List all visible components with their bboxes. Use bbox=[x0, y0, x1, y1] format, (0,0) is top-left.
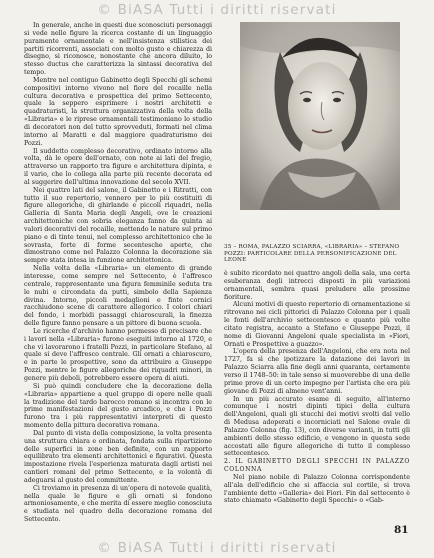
section-number: 2. bbox=[224, 458, 232, 466]
fresco-detail-image bbox=[240, 22, 400, 210]
paragraph: Nel piano nobile di Palazzo Colonna corrispondente all'ala dell'edificio che si affaccia sul cortile, si trova l'ambiente detto «Galleria» dei Fiori. Fin dal settecento è stato chiamato «Gabinetto degli Specchi» o «Gab- bbox=[224, 473, 410, 505]
paragraph: Ci troviamo in presenza di un'opera di notevole qualità, nella quale le figure e gli ornati si fondono armoniosamente, e che merita di essere meglio conosciuta e studiata nel quadro della decorazione romana del Settecento. bbox=[24, 484, 212, 524]
paragraph: Nella volta della «Libraria» un elemento di grande interesse, come sempre nel Settecento, è l'affresco centrale, rappresentante una figura femminile seduta tra le nubi e circondata da putti, simbolo della Sapienza divina. Intorno, piccoli medaglioni e finte cornici racchiudono scene di carattere allegorico. I colori chiari del fondo, i morbidi passaggi chiaroscurali, la finezza delle figure fanno pensare a un pittore di buona scuola. bbox=[24, 265, 212, 328]
figure-caption: 35 – ROMA, PALAZZO SCIARRA, «LIBRARIA» – STEFANO POZZI: PARTICOLARE DELLA PERSONIFICAZIONE DEL LEONE bbox=[224, 244, 400, 264]
left-text-column bbox=[24, 22, 212, 524]
right-text-column bbox=[224, 270, 410, 505]
watermark-bottom: © BiASA Tutti i diritti riservati bbox=[97, 540, 337, 556]
paragraph: L'opera della presenza dell'Angeloni, che era nota nel 1727, fa sì che ipotizzare la datazione dei lavori in Palazzo Sciarra alla fine degli anni quaranta, certamente verso il 1748–50: in tale senso si muoverebbe di una delle prime prove di un certo impegno per l'artista che era più giovane di Pozzi di almeno vent'anni. bbox=[224, 348, 410, 395]
paragraph: Alcuni motivi di questo repertorio di ornamentazione si ritrovano nei cicli pittorici di Palazzo Colonna per i quali le fonti dell'archivio settecentesco e quanto più volte citato registra, accanto a Stefano e Giuseppe Pozzi, il nome di Giovanni Angeloni quale specialista in «Fiori, Ornati e Prospettive a guazzo». bbox=[224, 301, 410, 348]
paragraph: è subito ricordato nei quattro angoli della sala, una certa esuberanza degli intrecci disposti in più variazioni ornamentali, sembra quasi preludere alle prossime fioriture. bbox=[224, 270, 410, 301]
paragraph: In un più accurato esame di seguito, all'interno comunque i nostri dipinti tipici della cultura dell'Angeloni, quali gli stucchi dei motivi svolti dal vello di Medusa adoperati e incorniciati nel Salone ovale di Palazzo Colonna (fig. 13), con diverse varianti, in tutti gli ambienti dello stesso edificio, e vengono in questa sede accostati alle figure allegoriche di tutto il complesso settecentesco. bbox=[224, 395, 410, 458]
paragraph: Dal punto di vista della composizione, la volta presenta una struttura chiara e ordinata, fondata sulla ripartizione delle superfici in zone ben definite, con un rapporto equilibrato tra elementi architettonici e figurativi. Questa impostazione rivela l'esperienza maturata dagli artisti nei cantieri romani del primo Settecento, e la volontà di adeguarsi al gusto del committente. bbox=[24, 429, 212, 484]
paragraph: Le ricerche d'archivio hanno permesso di precisare che i lavori nella «Libraria» furono eseguiti intorno al 1720, e che vi lavorarono i fratelli Pozzi, in particolare Stefano, al quale si deve l'affresco centrale. Gli ornati a chiaroscuro, e in parte le prospettive, sono da attribuire a Giuseppe Pozzi, mentre le figure allegoriche dei riquadri minori, in genere più deboli, potrebbero essere opera di aiuti. bbox=[24, 327, 212, 382]
section-heading bbox=[224, 458, 410, 474]
section-title: IL GABINETTO DEGLI SPECCHI IN PALAZZO COLONNA bbox=[224, 458, 410, 474]
paragraph: In generale, anche in questi due sconosciuti personaggi si vede nelle figure la ricerca costante di un linguaggio puramente ornamentale e nell'insistenza stilistica dei partiti ricorrenti, associati con molto gusto e chiarezza di disegno, si riconosce, nonostante che ancora diluito, lo stesso ductus che caratterizza la sintassi decorativa del tempo. bbox=[24, 22, 212, 77]
paragraph: Nei quattro lati del salone, il Gabinetto e i Ritratti, con tutto il suo repertorio, vennero per lo più costituiti di figure allegoriche, di ghirlande e piccoli riquadri, nella Galleria di Santa Maria degli Angeli, ove le creazioni architettoniche con sobria eleganza fanno da quinta ai valori decorativi del rocaille, mettendo le nature sul primo piano e di tinte tenui, nel complesso architettonico che le sovrasta, forte di forme secentesche aperte, che dimostrano come nel Palazzo Colonna la decorazione sia sempre stata intesa in funzione architettonica. bbox=[24, 186, 212, 265]
paragraph: Si può quindi concludere che la decorazione della «Libraria» appartiene a quel gruppo di opere nelle quali la tradizione del tardo barocco romano si incontra con le prime manifestazioni del gusto arcadico, e che i Pozzi furono tra i più rappresentativi interpreti di questo momento della pittura decorativa romana. bbox=[24, 382, 212, 430]
paragraph: Mentre nel contiguo Gabinetto degli Specchi gli schemi compositivi intorno vivono nel fiore del rocaille nella cultura decorativa e prospettica del primo Settecento, quale la seppero esprimere i nostri architetti e quadraturisti, la struttura organizzativa della volta della «Libraria» e le riprese ornamentali testimoniano lo studio di decoratori non del tutto sprovveduti, formati nel clima intorno al Maratti e dal maggiore quadraturismo dei Pozzi. bbox=[24, 76, 212, 147]
page-number: 81 bbox=[394, 524, 409, 536]
figure-photo bbox=[240, 22, 400, 210]
paragraph: Il suddetto complesso decorativo, ordinato intorno alla volta, dà le opere dell'ornato, con note ai lati del fregio, attraverso un rapporto tra figure e architettura dipinta, e il vario, che lo collega alla parte più recente decorata ed al suggerire dell'ultima innovazione del secolo XVII. bbox=[24, 147, 212, 186]
watermark-top: © BiASA Tutti i diritti riservati bbox=[97, 2, 337, 18]
